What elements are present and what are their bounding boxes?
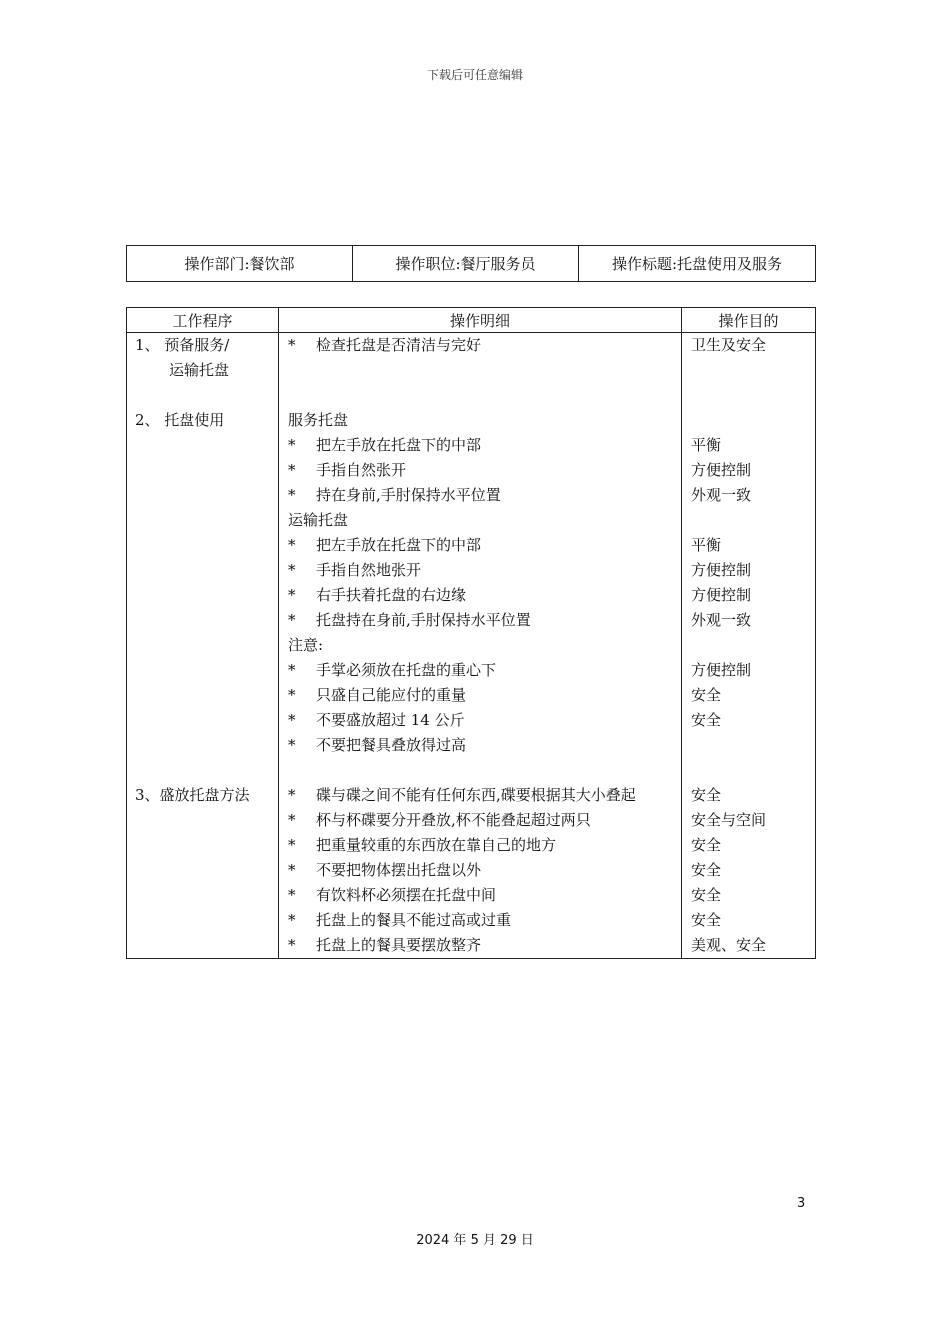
purpose-line bbox=[682, 408, 815, 433]
header-purpose: 操作目的 bbox=[682, 308, 816, 333]
detail-line bbox=[279, 558, 681, 583]
procedure-line: 2、 托盘使用 bbox=[135, 411, 225, 429]
detail-line bbox=[279, 708, 681, 733]
bullet-star: * bbox=[288, 686, 296, 704]
table-header-row bbox=[127, 308, 816, 333]
procedure-line: 1、 预备服务/ bbox=[135, 336, 230, 354]
detail-line bbox=[279, 433, 681, 458]
bullet-star: * bbox=[288, 611, 296, 629]
procedure-line bbox=[127, 458, 278, 483]
detail-text: 手指自然地张开 bbox=[316, 561, 422, 579]
bullet-star: * bbox=[288, 911, 296, 929]
purpose-line bbox=[682, 758, 815, 783]
detail-text: 不要盛放超过 14 公斤 bbox=[316, 711, 465, 729]
bullet-star: * bbox=[288, 586, 296, 604]
purpose-line: 安全 bbox=[691, 836, 722, 854]
procedure-line bbox=[127, 708, 278, 733]
procedure-column bbox=[127, 333, 279, 959]
purpose-line: 方便控制 bbox=[691, 561, 752, 579]
bullet-star: * bbox=[288, 836, 296, 854]
procedure-line bbox=[127, 758, 278, 783]
purpose-line bbox=[682, 733, 815, 758]
detail-line bbox=[279, 683, 681, 708]
table-body-row bbox=[127, 333, 816, 959]
bullet-star: * bbox=[288, 886, 296, 904]
procedure-line bbox=[127, 433, 278, 458]
detail-line bbox=[279, 508, 681, 533]
purpose-line bbox=[682, 358, 815, 383]
bullet-star: * bbox=[288, 736, 296, 754]
footer-date: 2024 年 5 月 29 日 bbox=[416, 1233, 534, 1248]
bullet-star: * bbox=[288, 336, 296, 354]
detail-line bbox=[279, 933, 681, 958]
purpose-line: 卫生及安全 bbox=[691, 336, 767, 354]
bullet-star: * bbox=[288, 786, 296, 804]
purpose-line: 安全 bbox=[691, 786, 722, 804]
header-detail: 操作明细 bbox=[279, 308, 682, 333]
detail-text: 手指自然张开 bbox=[316, 461, 407, 479]
purpose-line: 安全与空间 bbox=[691, 811, 767, 829]
purpose-line: 平衡 bbox=[691, 536, 722, 554]
procedure-line: 运输托盘 bbox=[169, 361, 230, 379]
detail-text: 托盘上的餐具要摆放整齐 bbox=[316, 936, 482, 954]
purpose-column bbox=[682, 333, 816, 959]
department-cell: 操作部门:餐饮部 bbox=[127, 246, 353, 282]
procedure-line bbox=[127, 683, 278, 708]
purpose-line: 方便控制 bbox=[691, 461, 752, 479]
detail-text: 右手扶着托盘的右边缘 bbox=[316, 586, 467, 604]
detail-text: 把重量较重的东西放在靠自己的地方 bbox=[316, 836, 557, 854]
detail-text: 不要把物体摆出托盘以外 bbox=[316, 861, 482, 879]
position-cell: 操作职位:餐厅服务员 bbox=[353, 246, 579, 282]
procedure-line bbox=[127, 658, 278, 683]
purpose-line bbox=[682, 633, 815, 658]
purpose-line: 平衡 bbox=[691, 436, 722, 454]
detail-text: 把左手放在托盘下的中部 bbox=[316, 436, 482, 454]
detail-line bbox=[279, 733, 681, 758]
title-cell: 操作标题:托盘使用及服务 bbox=[579, 246, 816, 282]
detail-line bbox=[279, 883, 681, 908]
purpose-line: 方便控制 bbox=[691, 586, 752, 604]
detail-text: 只盛自己能应付的重量 bbox=[316, 686, 467, 704]
detail-text: 检查托盘是否清洁与完好 bbox=[316, 336, 482, 354]
purpose-line: 外观一致 bbox=[691, 486, 752, 504]
bullet-star: * bbox=[288, 486, 296, 504]
procedure-line bbox=[127, 633, 278, 658]
detail-line bbox=[279, 483, 681, 508]
bullet-star: * bbox=[288, 711, 296, 729]
detail-text: 持在身前,手肘保持水平位置 bbox=[316, 486, 501, 504]
procedure-line bbox=[127, 608, 278, 633]
detail-line bbox=[279, 458, 681, 483]
purpose-line: 美观、安全 bbox=[691, 936, 767, 954]
detail-text: 有饮料杯必须摆在托盘中间 bbox=[316, 886, 497, 904]
detail-line bbox=[279, 783, 681, 808]
purpose-line bbox=[682, 383, 815, 408]
detail-line bbox=[279, 833, 681, 858]
header-note: 下载后可任意编辑 bbox=[426, 68, 523, 82]
detail-text: 手掌必须放在托盘的重心下 bbox=[316, 661, 497, 679]
bullet-star: * bbox=[288, 811, 296, 829]
detail-line bbox=[279, 908, 681, 933]
purpose-line: 外观一致 bbox=[691, 611, 752, 629]
procedure-line bbox=[127, 533, 278, 558]
bullet-star: * bbox=[288, 536, 296, 554]
detail-line bbox=[279, 358, 681, 383]
detail-text: 托盘持在身前,手肘保持水平位置 bbox=[316, 611, 531, 629]
detail-line bbox=[279, 633, 681, 658]
purpose-line bbox=[682, 508, 815, 533]
detail-text: 运输托盘 bbox=[288, 511, 349, 529]
procedure-line bbox=[127, 508, 278, 533]
detail-line bbox=[279, 608, 681, 633]
detail-text: 服务托盘 bbox=[288, 411, 349, 429]
detail-text: 把左手放在托盘下的中部 bbox=[316, 536, 482, 554]
procedure-table bbox=[126, 307, 816, 959]
purpose-line: 安全 bbox=[691, 886, 722, 904]
procedure-line bbox=[127, 583, 278, 608]
bullet-star: * bbox=[288, 436, 296, 454]
procedure-line bbox=[127, 733, 278, 758]
bullet-star: * bbox=[288, 861, 296, 879]
purpose-line: 安全 bbox=[691, 711, 722, 729]
procedure-line: 3、盛放托盘方法 bbox=[135, 786, 250, 804]
purpose-line: 安全 bbox=[691, 911, 722, 929]
procedure-line bbox=[127, 383, 278, 408]
bullet-star: * bbox=[288, 936, 296, 954]
detail-line bbox=[279, 333, 681, 358]
detail-line bbox=[279, 858, 681, 883]
detail-line bbox=[279, 658, 681, 683]
procedure-line bbox=[127, 558, 278, 583]
detail-text: 不要把餐具叠放得过高 bbox=[316, 736, 467, 754]
detail-text: 杯与杯碟要分开叠放,杯不能叠起超过两只 bbox=[316, 811, 591, 829]
detail-line bbox=[279, 533, 681, 558]
page-number: 3 bbox=[797, 1196, 806, 1211]
detail-line bbox=[279, 383, 681, 408]
bullet-star: * bbox=[288, 461, 296, 479]
detail-line bbox=[279, 758, 681, 783]
info-table bbox=[126, 245, 816, 282]
detail-line bbox=[279, 408, 681, 433]
bullet-star: * bbox=[288, 561, 296, 579]
detail-line bbox=[279, 808, 681, 833]
purpose-line: 安全 bbox=[691, 861, 722, 879]
detail-line bbox=[279, 583, 681, 608]
header-procedure: 工作程序 bbox=[127, 308, 279, 333]
detail-text: 碟与碟之间不能有任何东西,碟要根据其大小叠起 bbox=[316, 786, 636, 804]
detail-column bbox=[279, 333, 682, 959]
purpose-line: 方便控制 bbox=[691, 661, 752, 679]
purpose-line: 安全 bbox=[691, 686, 722, 704]
detail-text: 注意: bbox=[288, 636, 324, 654]
procedure-line bbox=[127, 483, 278, 508]
bullet-star: * bbox=[288, 661, 296, 679]
detail-text: 托盘上的餐具不能过高或过重 bbox=[316, 911, 512, 929]
